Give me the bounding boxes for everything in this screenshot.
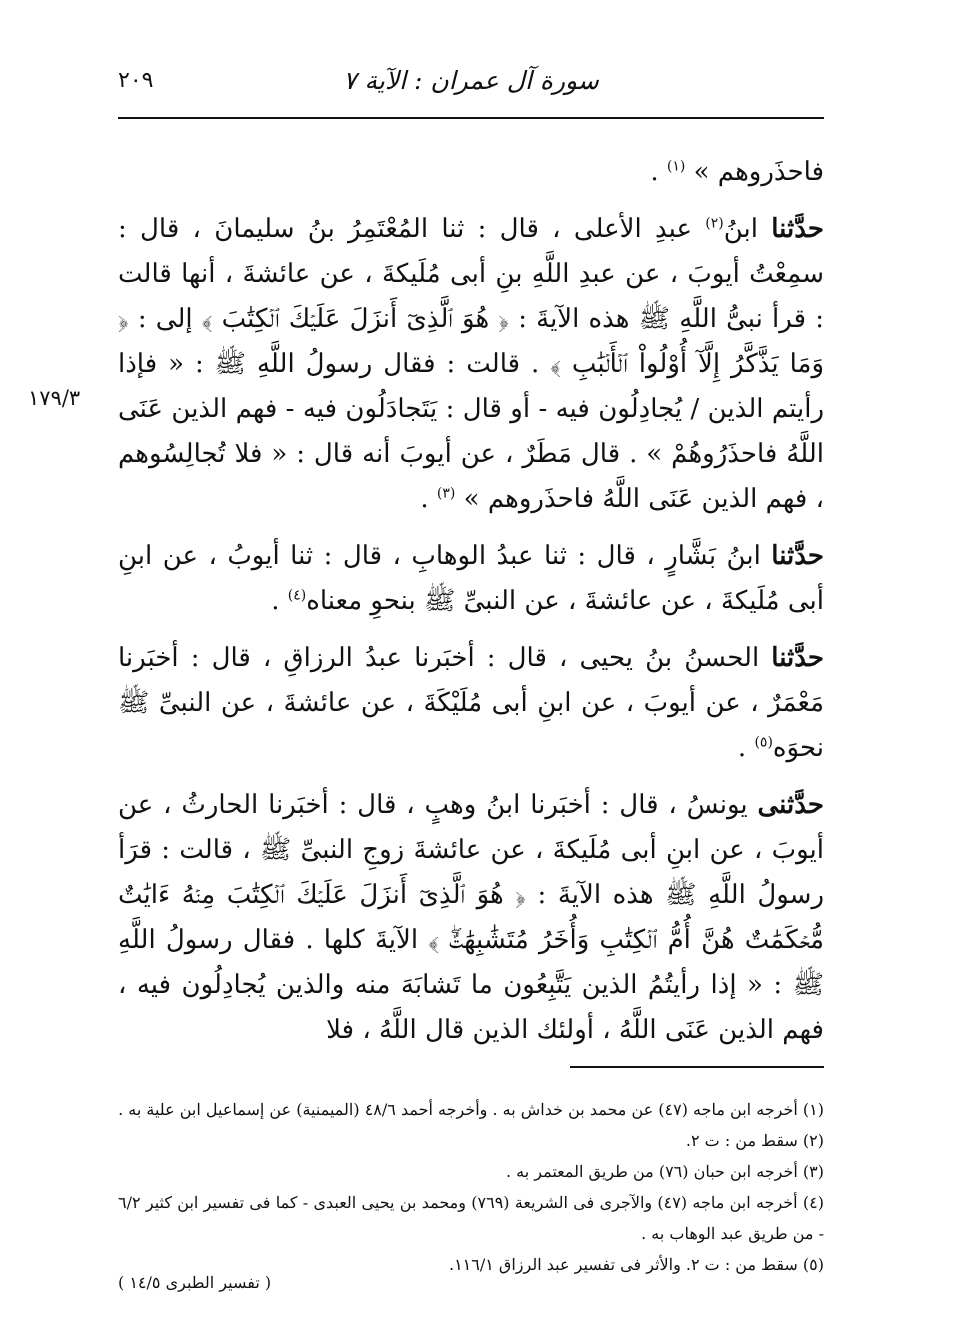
paragraph-lead: حدَّثنا bbox=[771, 643, 824, 673]
paragraph-tail: . bbox=[650, 157, 667, 187]
paragraph-text: الحسنُ بنُ يحيى ، قال : أخبَرنا عبدُ الرزاقِ ، قال : أخبَرنا مَعْمَرٌ ، عن أيوبَ ، عن ابنِ أبى مُلَيْكَةَ ، عن عائشةَ ، عن النبىِّ ﷺ نحوَه bbox=[118, 643, 824, 763]
footnote-2: (٢) سقط من : ت ٢. bbox=[685, 1131, 824, 1150]
page-header bbox=[118, 62, 824, 118]
footnote-marker: (٥) bbox=[754, 734, 773, 751]
paragraph-lead: حدَّثنا bbox=[771, 541, 824, 571]
paragraph-text: فاحذَروهم » bbox=[685, 157, 824, 187]
page-number: ٢٠٩ bbox=[118, 68, 154, 93]
paragraph-tail: . bbox=[737, 733, 755, 763]
footnote-5: (٥) سقط من : ت ٢. والأثر فى تفسير عبد الرزاق ١١٦/١. bbox=[448, 1255, 824, 1274]
margin-reference: ١٧٩/٣ bbox=[28, 386, 81, 410]
paragraph-5 bbox=[118, 783, 824, 1053]
footnote-marker: (٣) bbox=[436, 485, 456, 502]
main-text bbox=[118, 150, 824, 1065]
paragraph-4 bbox=[118, 636, 824, 771]
paragraph-text: ابنُ bbox=[723, 214, 772, 244]
paragraph-1 bbox=[118, 150, 824, 195]
paragraph-tail: . bbox=[271, 586, 288, 616]
footnote-marker: (٤) bbox=[287, 587, 307, 604]
paragraph-2 bbox=[118, 207, 824, 522]
paragraph-tail: . bbox=[420, 484, 437, 514]
footnote-marker: (٢) bbox=[705, 215, 724, 232]
header-rule bbox=[118, 117, 824, 119]
paragraph-text: يونسُ ، قال : أخبَرنا ابنُ وهبٍ ، قال : أخبَرنا الحارثُ ، عن أيوبَ ، عن ابنِ أبى مُلَيكةَ ، عن عائشةَ زوجِ النبىِّ ﷺ ، قالت : قرَأ رسولُ اللَّهِ ﷺ هذه الآيةَ : ﴿ هُوَ ٱلَّذِىٓ أَنزَلَ عَلَيۡكَ ٱلۡكِتَٰبَ مِنۡهُ ءَايَٰتٌ مُّحۡكَمَٰتٌ هُنَّ أُمُّ ٱلۡكِتَٰبِ وَأُخَرُ مُتَشَٰبِهَٰتٌۖ ﴾ الآيةَ كلها . فقال رسولُ اللَّهِ ﷺ : « إذا رأيتُمُ الذين يَتَّبِعُون ما تَشابَهَ منه والذين يُجادِلُون فيه ، فهم الذين عَنَى اللَّهُ ، أولئك الذين قال اللَّهُ ، فلا bbox=[118, 790, 824, 1045]
footnote-4: (٤) أخرجه ابن ماجه (٤٧) والآجرى فى الشريعة (٧٦٩) ومحمد بن يحيى العبدى - كما فى تفسير ابن كثير ٦/٢ - من طريق عبد الوهاب به . bbox=[118, 1193, 824, 1243]
footnote-1: (١) أخرجه ابن ماجه (٤٧) عن محمد بن خداش به . وأخرجه أحمد ٤٨/٦ (الميمنية) عن إسماعيل ابن علية به . bbox=[118, 1100, 824, 1119]
footnote-rule bbox=[570, 1066, 824, 1068]
paragraph-3 bbox=[118, 534, 824, 624]
footnote-3: (٣) أخرجه ابن حبان (٧٦) من طريق المعتمر به . bbox=[505, 1162, 824, 1181]
paragraph-lead: حدَّثنى bbox=[757, 790, 824, 820]
paragraph-text: ابنُ بَشَّارٍ ، قال : ثنا عبدُ الوهابِ ، قال : ثنا أيوبُ ، عن ابنِ أبى مُلَيكةَ ، عن عائشةَ ، عن النبىِّ ﷺ بنحوِ معناه bbox=[118, 541, 824, 616]
paragraph-tail: عبدِ الأعلى ، قال : ثنا المُعْتَمِرُ بنُ سليمانَ ، قال : سمِعْتُ أيوبَ ، عن عبدِ اللَّهِ بنِ أبى مُلَيكةَ ، عن عائشةَ ، أنها قالت : قرأ نبىُّ اللَّهِ ﷺ هذه الآيةَ : ﴿ هُوَ ٱلَّذِىٓ أَنزَلَ عَلَيۡكَ ٱلۡكِتَٰبَ ﴾ إلى : ﴿ وَمَا يَذَّكَّرُ إِلَّآ أُوْلُواْ ٱلۡأَلۡبَٰبِ ﴾ . قالت : فقال رسولُ اللَّهِ ﷺ : « فإذا رأيتم الذين / يُجادِلُون فيه - أو قال : يَتَجادَلُون فيه - فهم الذين عَنَى اللَّهُ فاحذَرُوهُمْ » . قال مَطَرٌ ، عن أيوبَ أنه قال : « فلا تُجالِسُوهم ، فهم الذين عَنَى اللَّهُ فاحذَروهم » bbox=[118, 214, 824, 514]
paragraph-lead: حدَّثنا bbox=[771, 214, 824, 244]
footnotes bbox=[118, 1094, 824, 1280]
source-reference: ( تفسير الطبرى ١٤/٥ ) bbox=[118, 1273, 272, 1292]
footnote-marker: (١) bbox=[666, 158, 686, 175]
running-title: سورة آل عمران : الآية ٧ bbox=[343, 66, 599, 95]
